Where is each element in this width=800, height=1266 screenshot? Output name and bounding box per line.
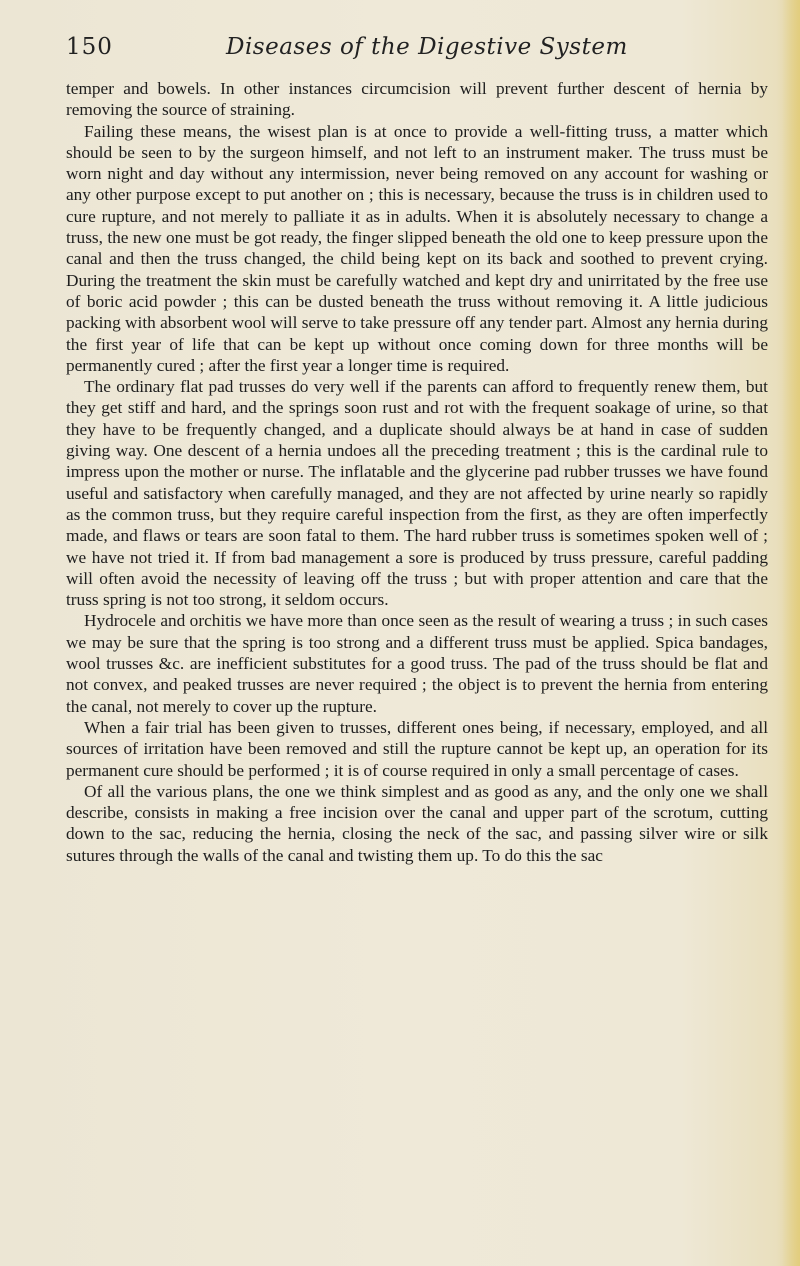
body-text [66,78,768,866]
paragraph: Of all the various plans, the one we think simplest and as good as any, and the only one we shall describe, consists in making a free incision over the canal and upper part of the scrotum, cutting down to the sac, reducing the hernia, closing the neck of the sac, and passing silver wire or silk sutures through the walls of the canal and twisting them up. To do this the sac [66,781,768,865]
paragraph: Hydrocele and orchitis we have more than once seen as the result of wearing a truss ; in such cases we may be sure that the spring is too strong and a different truss must be applied. Spica bandages, wool trusses &c. are inefficient substitutes for a good truss. The pad of the truss should be flat and not convex, and peaked trusses are never required ; the object is to prevent the hernia from entering the canal, not merely to cover up the rupture. [66,611,768,716]
paragraph: temper and bowels. In other instances circumcision will prevent further descent of hernia by removing the source of straining. [66,79,768,120]
running-title: Diseases of the Digestive System [226,34,628,60]
page-number: 150 [66,34,113,60]
page-edge-tint [782,0,800,1266]
paragraph: Failing these means, the wisest plan is at once to provide a well-fitting truss, a matter which should be seen to by the surgeon himself, and not left to an instrument maker. The truss must be worn night and day without any intermission, never being removed on any account for washing or any other purpose except to put another on ; this is necessary, because the truss is in children used to cure rupture, and not merely to palliate it as in adults. When it is absolutely necessary to change a truss, the new one must be got ready, the finger slipped beneath the old one to keep pressure upon the canal and then the truss changed, the child being kept on its back and soothed to prevent crying. During the treatment the skin must be carefully watched and kept dry and unirritated by the free use of boric acid powder ; this can be dusted beneath the truss without removing it. A little judicious packing with absorbent wool will serve to take pressure off any tender part. Almost any hernia during the first year of life that can be kept up without once coming down for three months will be permanently cured ; after the first year a longer time is required. [66,121,768,375]
paragraph: When a fair trial has been given to trusses, different ones being, if necessary, employed, and all sources of irritation have been removed and still the rupture cannot be kept up, an operation for its permanent cure should be performed ; it is of course required in only a small percentage of cases. [66,717,768,780]
page-header [66,34,766,74]
paragraph: The ordinary flat pad trusses do very well if the parents can afford to frequently renew them, but they get stiff and hard, and the springs soon rust and rot with the frequent soakage of urine, so that they have to be frequently changed, and a duplicate should always be at hand in case of sudden giving way. One descent of a hernia undoes all the preceding treatment ; this is the cardinal rule to impress upon the mother or nurse. The inflatable and the glycerine pad rubber trusses we have found useful and satisfactory when carefully managed, and they are not affected by urine nearly so rapidly as the common truss, but they require careful inspection from the first, as they are often imperfectly made, and flaws or tears are soon fatal to them. The hard rubber truss is sometimes spoken well of ; we have not tried it. If from bad management a sore is produced by truss pressure, careful padding will often avoid the necessity of leaving off the truss ; but with proper attention and care that the truss spring is not too strong, it seldom occurs. [66,377,768,610]
